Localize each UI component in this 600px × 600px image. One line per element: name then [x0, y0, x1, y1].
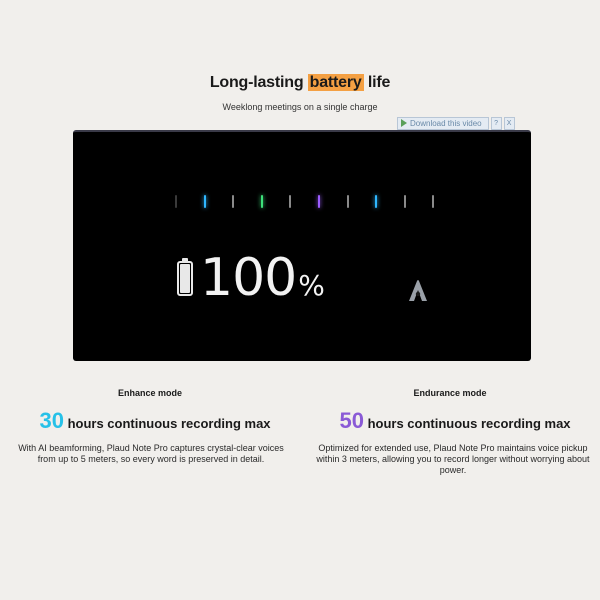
indicator-light	[175, 195, 177, 208]
indicator-light	[347, 195, 349, 208]
download-video-toolbar	[397, 117, 515, 129]
subheadline: Weeklong meetings on a single charge	[222, 102, 378, 112]
headline	[0, 74, 600, 92]
play-icon	[401, 119, 407, 127]
indicator-light	[204, 195, 206, 208]
endurance-mode-description: Optimized for extended use, Plaud Note Pro maintains voice pickup within 3 meters, allowing you to record longer without worrying about power.	[316, 443, 590, 475]
battery-value: 100	[200, 248, 297, 308]
close-button[interactable]: X	[504, 117, 515, 130]
indicator-light	[375, 195, 377, 208]
enhance-mode-title: Enhance mode	[117, 388, 182, 398]
endurance-mode-stat	[310, 408, 600, 434]
indicator-light	[432, 195, 434, 208]
indicator-lights	[175, 195, 433, 208]
headline-prefix: Long-lasting	[209, 74, 308, 91]
enhance-mode-stat	[10, 408, 300, 434]
endurance-mode-title: Endurance mode	[413, 388, 487, 398]
device-display	[73, 130, 531, 361]
enhance-hours-label: hours continuous recording max	[67, 416, 271, 431]
indicator-light	[404, 195, 406, 208]
enhance-hours: 30	[39, 408, 64, 433]
indicator-light	[318, 195, 320, 208]
headline-suffix: life	[363, 74, 391, 91]
download-video-label: Download this video	[410, 118, 482, 128]
endurance-hours-label: hours continuous recording max	[367, 416, 571, 431]
battery-unit: %	[298, 269, 325, 302]
headline-highlight: battery	[309, 74, 362, 91]
indicator-light	[261, 195, 263, 208]
enhance-mode-description: With AI beamforming, Plaud Note Pro captures crystal-clear voices from up to 5 meters, so every word is preserved in detail.	[18, 443, 284, 464]
battery-icon	[177, 258, 193, 296]
indicator-light	[232, 195, 234, 208]
brand-logo-icon	[405, 277, 431, 303]
indicator-light	[289, 195, 291, 208]
download-video-button[interactable]	[397, 117, 489, 130]
battery-percentage	[200, 248, 325, 308]
endurance-hours: 50	[339, 408, 364, 433]
help-button[interactable]: ?	[491, 117, 502, 130]
